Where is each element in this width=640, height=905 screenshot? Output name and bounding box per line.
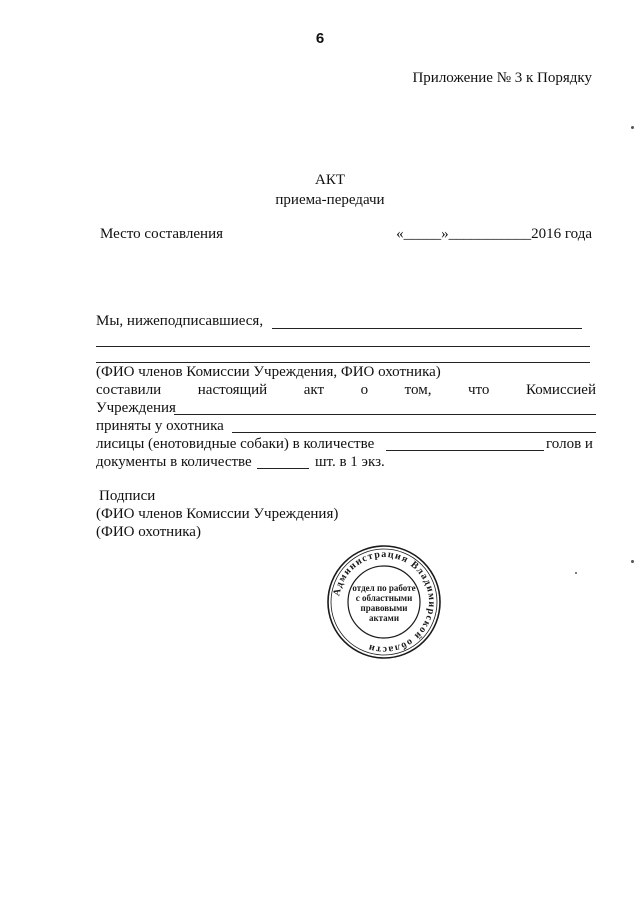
official-seal <box>326 544 442 660</box>
foxes-count-line <box>386 450 544 451</box>
document-title: АКТ <box>315 172 345 188</box>
signatures-hunter: (ФИО охотника) <box>96 524 201 540</box>
scan-speck <box>631 126 634 129</box>
signatures-commission: (ФИО членов Комиссии Учреждения) <box>96 506 339 522</box>
hunter-fill-line <box>232 432 596 433</box>
word: том, <box>404 382 432 398</box>
scan-speck <box>575 572 577 574</box>
compiled-line <box>96 382 596 399</box>
word: что <box>468 382 490 398</box>
date-field: «_____»___________2016 года <box>396 226 592 242</box>
word: о <box>360 382 369 398</box>
foxes-unit: голов и <box>546 436 593 452</box>
documents-unit: шт. в 1 экз. <box>315 454 385 470</box>
undersigned-fill-line <box>272 328 582 329</box>
seal-line-4: актами <box>368 613 400 623</box>
word: настоящий <box>197 382 268 398</box>
documents-count-line <box>257 468 309 469</box>
seal-line-1: отдел по работе <box>352 583 416 593</box>
blank-line-1 <box>96 346 590 347</box>
institution-label: Учреждения <box>96 400 176 416</box>
document-subtitle: приема-передачи <box>275 192 385 208</box>
page-number: 6 <box>315 30 325 47</box>
undersigned-label: Мы, нижеподписавшиеся, <box>96 313 264 329</box>
signatures-title: Подписи <box>99 488 156 504</box>
accepted-from-label: приняты у охотника <box>96 418 224 434</box>
scan-speck <box>631 560 634 563</box>
appendix-reference: Приложение № 3 к Порядку <box>412 70 592 86</box>
fio-note: (ФИО членов Комиссии Учреждения, ФИО охотника) <box>96 364 441 380</box>
word: акт <box>303 382 325 398</box>
documents-label: документы в количестве <box>96 454 252 470</box>
blank-line-2 <box>96 362 590 363</box>
word: составили <box>96 382 162 398</box>
foxes-label: лисицы (енотовидные собаки) в количестве <box>96 436 375 452</box>
institution-fill-line <box>174 414 596 415</box>
seal-ring-text: Администрация Владимирской области <box>331 548 438 656</box>
seal-line-3: правовыми <box>360 603 408 613</box>
seal-line-2: с областными <box>355 593 413 603</box>
word: Комиссией <box>525 382 596 398</box>
place-label: Место составления <box>100 226 224 242</box>
